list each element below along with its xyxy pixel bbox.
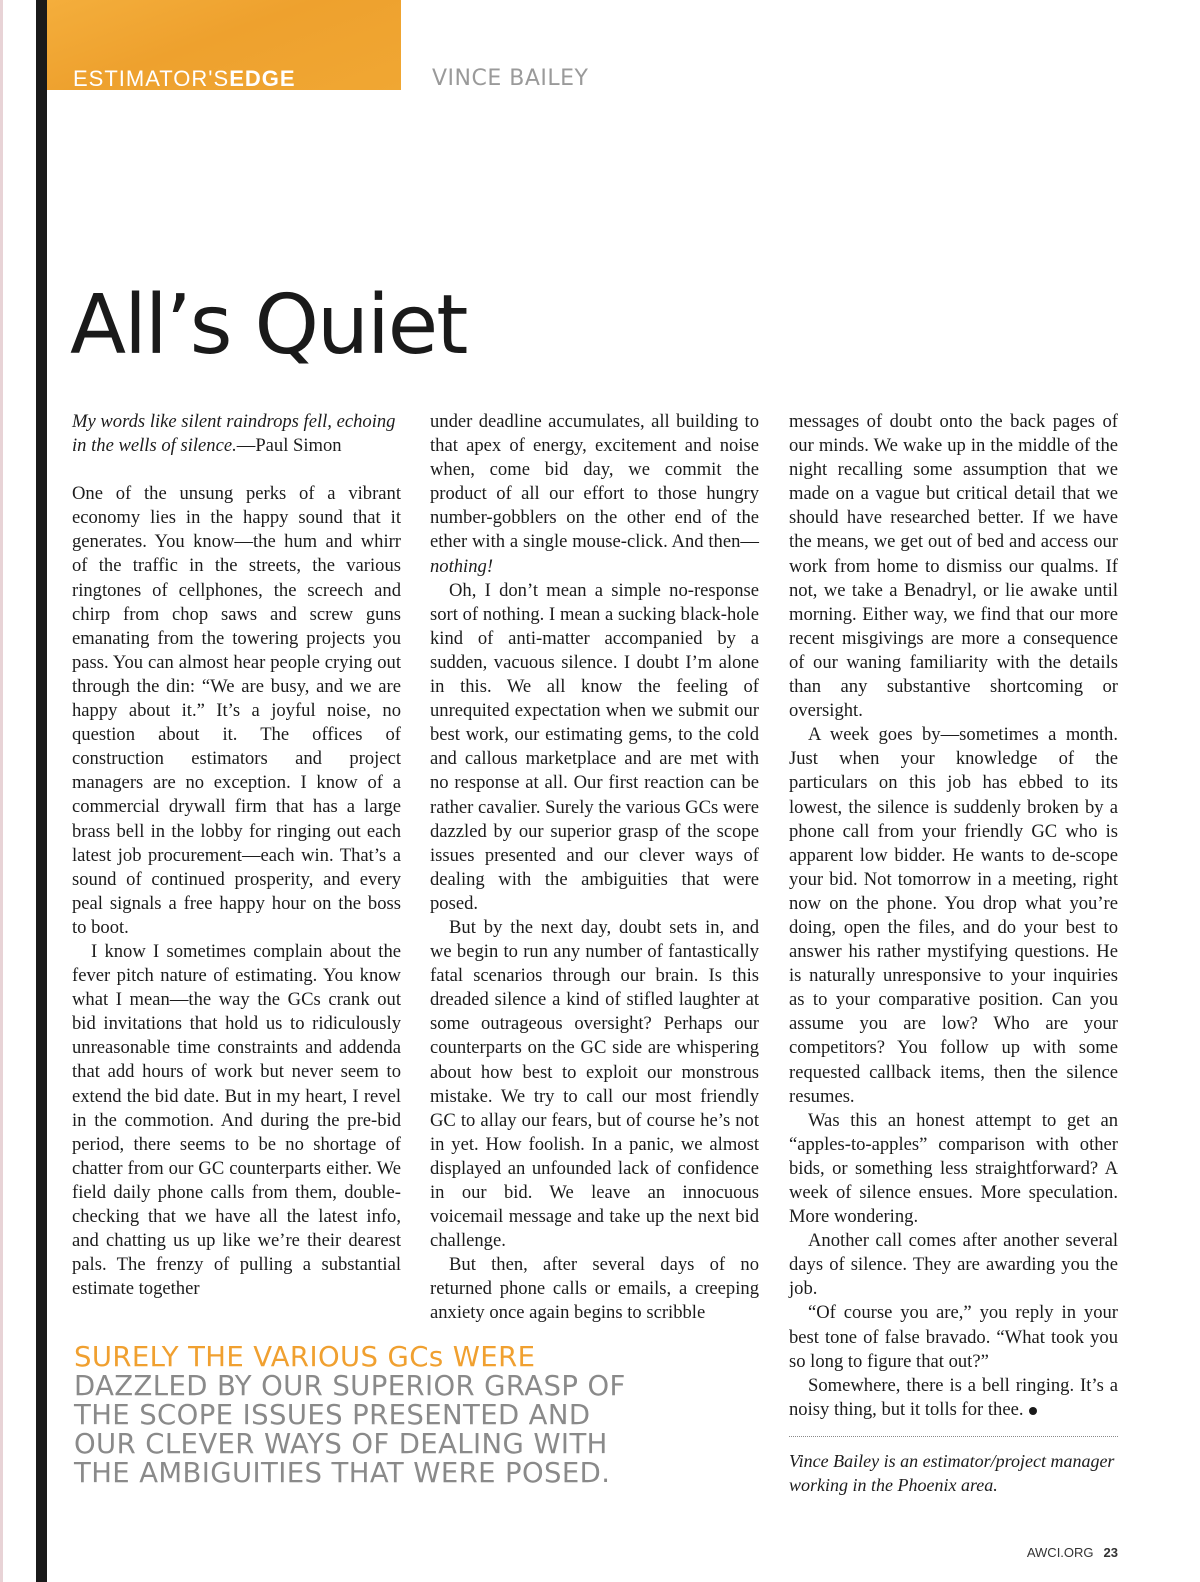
epigraph <box>72 410 401 458</box>
paragraph-text: under deadline accumulates, all building to that apex of energy, excitement and noise when, come bid day, we commit the product of all our effort to those hungry number-gobblers on the other end of the ether with a single mouse-click. And then— <box>430 411 759 553</box>
emphasis-text: nothing! <box>430 555 494 577</box>
pull-quote-line: DAZZLED BY OUR SUPERIOR GRASP OF <box>74 1370 626 1402</box>
page-number: 23 <box>1103 1545 1118 1560</box>
section-name-bold: EDGE <box>229 66 296 91</box>
pull-quote-line: THE AMBIGUITIES THAT WERE POSED. <box>74 1457 611 1489</box>
left-margin-bar <box>36 0 47 1582</box>
paragraph: “Of course you are,” you reply in your best tone of false bravado. “What took you so long to figure that out?” <box>789 1302 1118 1372</box>
author-byline: VINCE BAILEY <box>432 66 589 91</box>
paragraph <box>430 410 759 579</box>
pull-quote-line: SURELY THE VARIOUS GCs WERE <box>74 1341 536 1373</box>
paragraph <box>789 1374 1118 1422</box>
page-footer <box>1027 1545 1118 1560</box>
page-edge-strip <box>0 0 3 1582</box>
section-name <box>73 66 296 92</box>
column-2 <box>430 410 759 1326</box>
paragraph: One of the unsung perks of a vibrant economy lies in the happy sound that it generates. You know—the hum and whirr of the traffic in the streets, the various ringtones of cellphones, the screech and chirp from chop saws and screw guns emanating from the towering projects you pass. You can almost hear people crying out through the din: “We are busy, and we are happy about it.” It’s a joyful noise, no question about it. The offices of construction estimators and project managers are no exception. I know of a commercial drywall firm that has a large brass bell in the lobby for ringing out each latest job procurement—each win. That’s a sound of continued prosperity, and every peal signals a free happy hour on the boss to boot. <box>72 483 401 938</box>
pull-quote-line: OUR CLEVER WAYS OF DEALING WITH <box>74 1428 608 1460</box>
paragraph: A week goes by—sometimes a month. Just when your knowledge of the particulars on this job has ebbed to its lowest, the silence is suddenly broken by a phone call from your friendly GC who is apparent low bidder. He wants to de-scope your bid. Not tomorrow in a meeting, right now on the phone. You drop what you’re doing, open the files, and do your best to answer his rather mystifying questions. He is naturally unresponsive to your inquiries as to your comparative position. Can you assume you are low? Who are your competitors? You follow up with some requested callback items, then the silence resumes. <box>789 724 1118 1107</box>
paragraph-text: Somewhere, there is a bell ringing. It’s a noisy thing, but it tolls for thee. <box>789 1374 1118 1420</box>
footer-site: AWCI.ORG <box>1026 1545 1094 1560</box>
bio-divider <box>789 1436 1118 1437</box>
column-1 <box>72 410 401 1301</box>
section-name-light: ESTIMATOR'S <box>73 66 230 91</box>
paragraph: But by the next day, doubt sets in, and we begin to run any number of fantastically fatal scenarios through our brain. Is this dreaded silence a kind of stifled laughter at some outrageous oversight? Perhaps our counterparts on the GC side are whispering about how best to exploit our monstrous mistake. We try to call our most friendly GC to allay our fears, but of course he’s not in yet. How foolish. In a panic, we almost displayed an unfounded lack of confidence in our bid. We leave an innocuous voicemail message and take up the next bid challenge. <box>430 916 759 1252</box>
paragraph: Was this an honest attempt to get an “apples-to-apples” comparison with other bids, or something less straightforward? A week of silence ensues. More speculation. More wondering. <box>789 1109 1118 1228</box>
paragraph: Another call comes after another several days of silence. They are awarding you the job. <box>789 1230 1118 1300</box>
pull-quote <box>74 1343 674 1488</box>
epigraph-attribution: —Paul Simon <box>236 435 342 457</box>
pull-quote-line: THE SCOPE ISSUES PRESENTED AND <box>74 1399 591 1431</box>
column-3 <box>789 410 1118 1497</box>
paragraph: messages of doubt onto the back pages of our minds. We wake up in the middle of the night recalling some assumption that we made on a vague but critical detail that we should have researched better. If we have the means, we get out of bed and access our work from home to dismiss our qualms. If not, we take a Benadryl, or lie awake until morning. Either way, we find that our more recent misgivings are more a consequence of our waning familiarity with the details than any substantive shortcoming or oversight. <box>789 411 1118 722</box>
end-mark-icon <box>1029 1407 1037 1415</box>
paragraph: But then, after several days of no returned phone calls or emails, a creeping anxiety once again begins to scribble <box>430 1254 759 1324</box>
paragraph: Oh, I don’t mean a simple no-response sort of nothing. I mean a sucking black-hole kind of anti-matter accompanied by a sudden, vacuous silence. I doubt I’m alone in this. We all know the feeling of unrequited expectation when we submit our best work, our estimating gems, to the cold and callous marketplace and are met with no response at all. Our first reaction can be rather cavalier. Surely the various GCs were dazzled by our superior grasp of the scope issues presented and our clever ways of dealing with the ambiguities that were posed. <box>430 579 759 914</box>
epigraph-text: My words like silent raindrops fell, echoing in the wells of silence. <box>72 411 396 457</box>
author-bio: Vince Bailey is an estimator/project manager working in the Phoenix area. <box>789 1450 1115 1495</box>
article-title: All’s Quiet <box>70 278 467 373</box>
paragraph: I know I sometimes complain about the fever pitch nature of estimating. You know what I mean—the way the GCs crank out bid invitations that hold us to ridiculously unreasonable time constraints and addenda that add hours of work but never seem to extend the bid date. But in my heart, I revel in the commotion. And during the pre-bid period, there seems to be no shortage of chatter from our GC counterparts either. We field daily phone calls from them, double-checking that we have all the latest info, and chatting us up like we’re their dearest pals. The frenzy of pulling a substantial estimate together <box>72 940 401 1300</box>
